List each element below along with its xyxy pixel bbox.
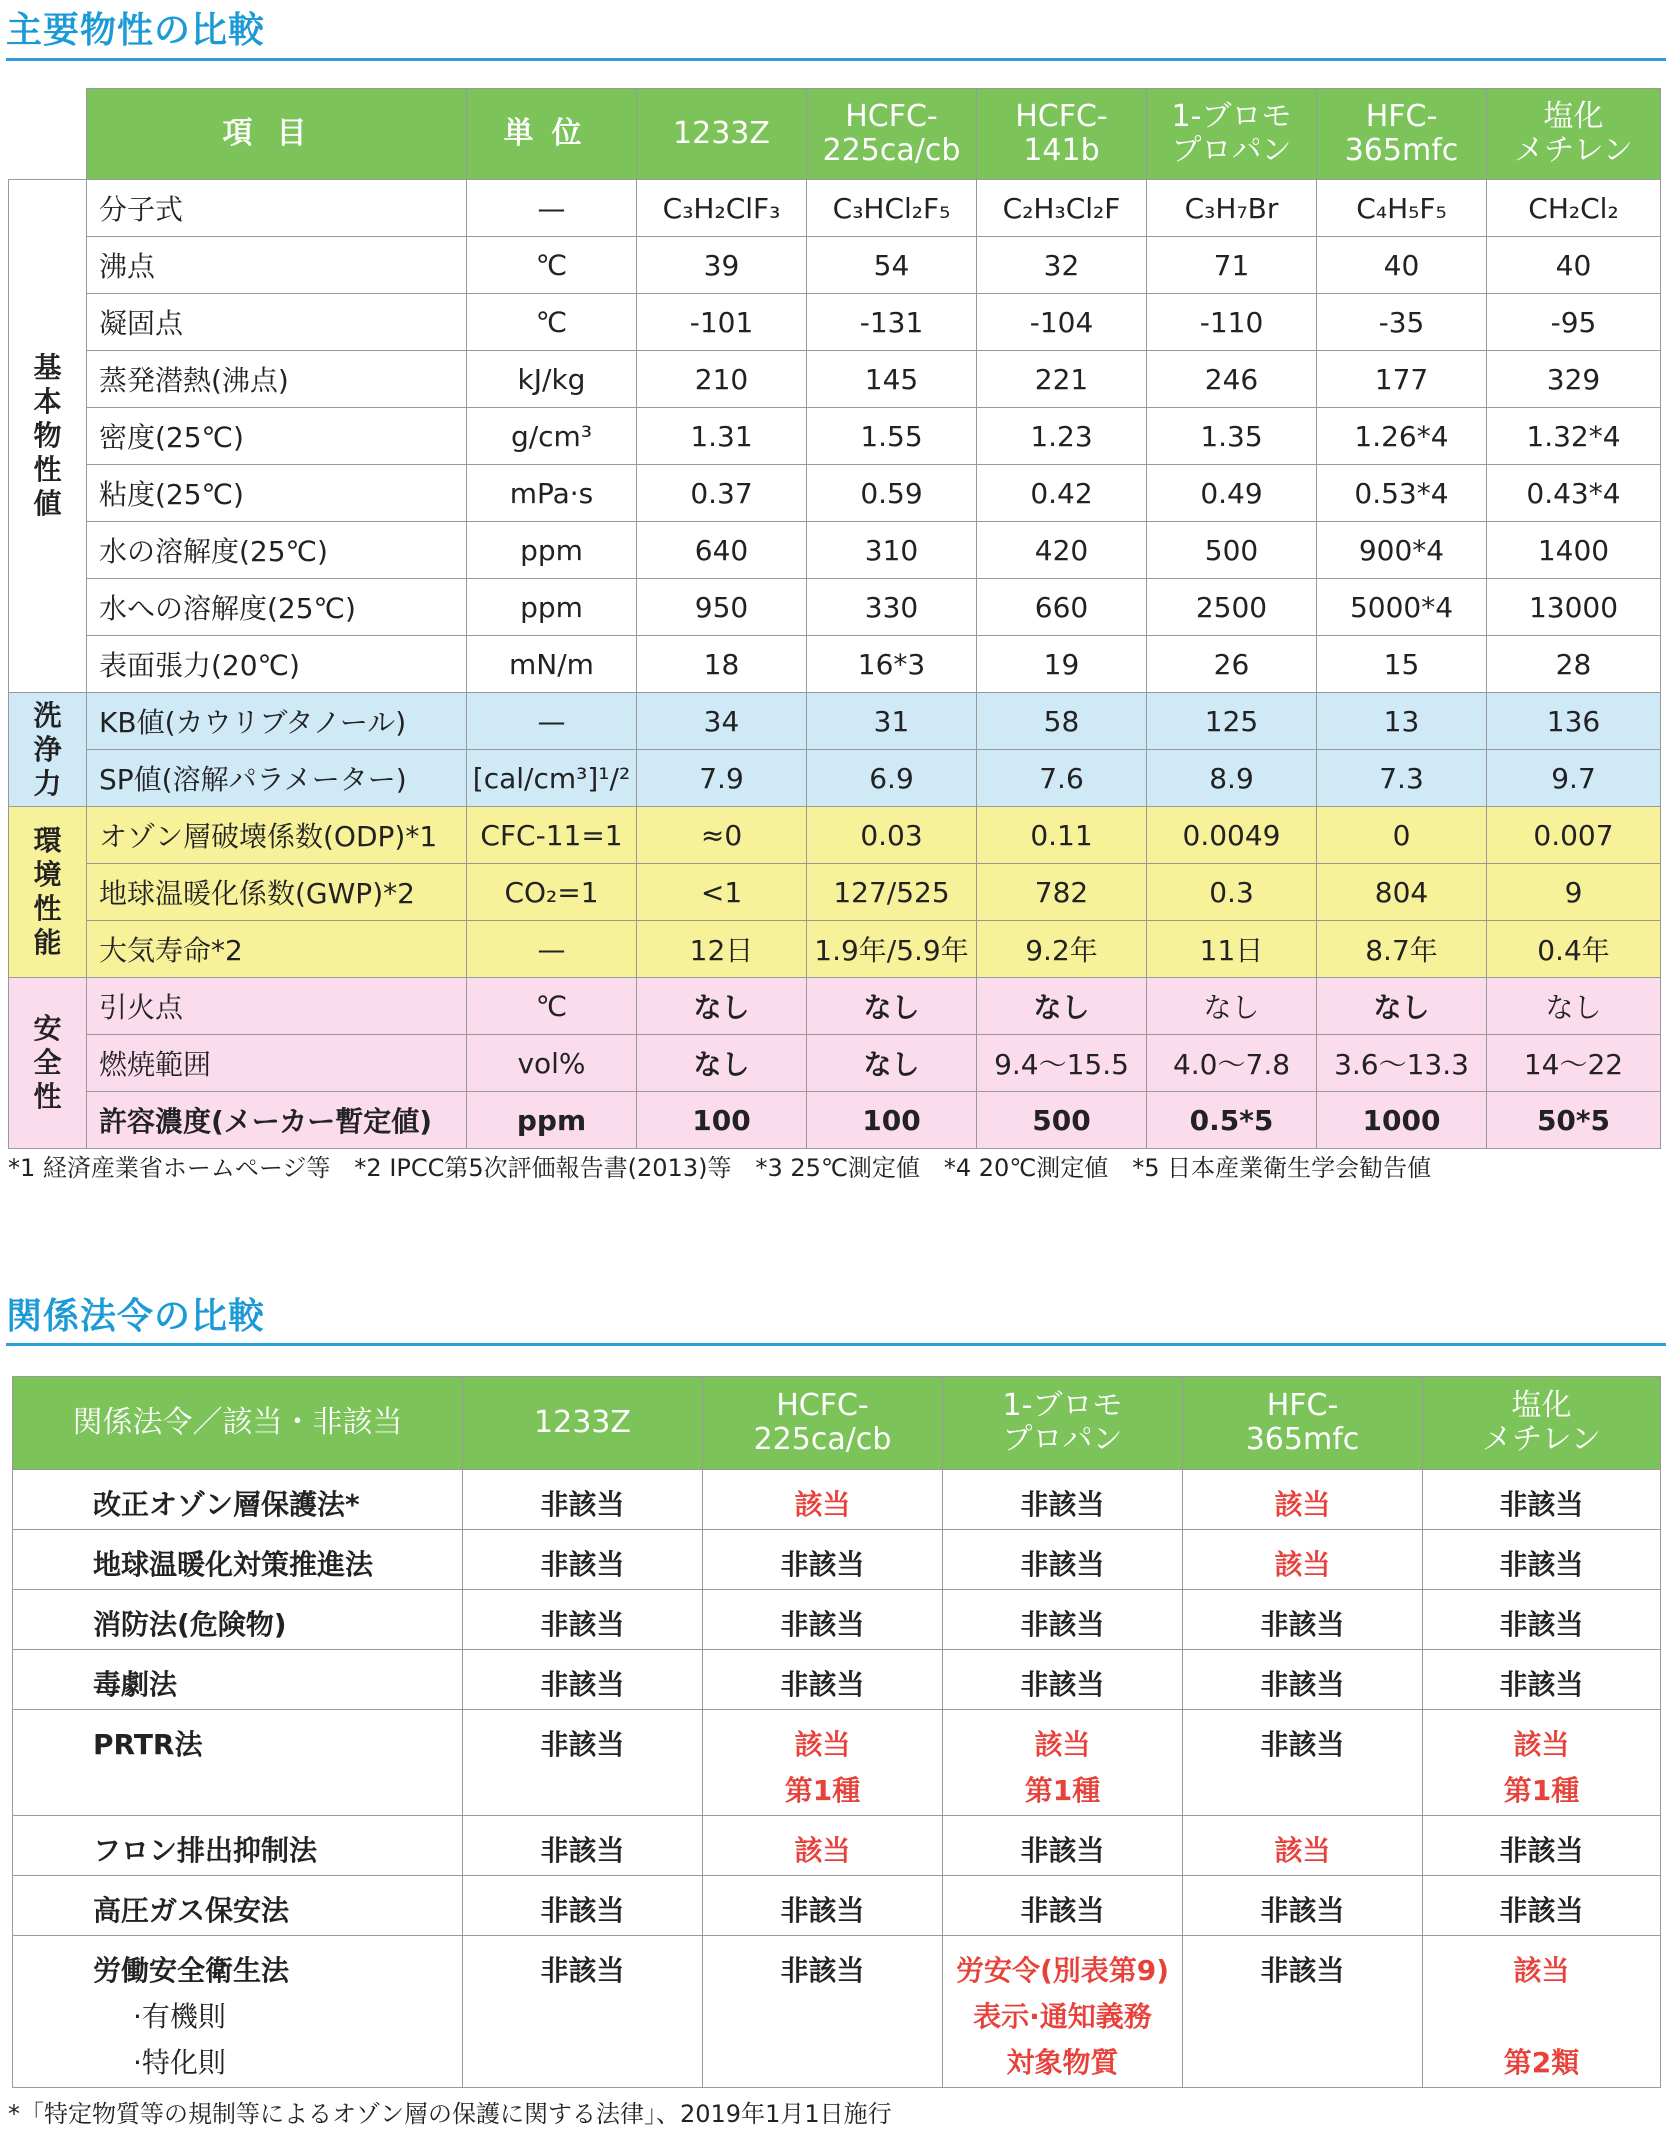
law-label: 労働安全衛生法 xyxy=(93,1954,290,1987)
property-value: 330 xyxy=(807,579,977,636)
category-basic: 基本物性値 xyxy=(9,180,87,693)
law-status: 非該当 xyxy=(943,1650,1183,1710)
laws-header-col: 1233Z xyxy=(463,1377,703,1470)
property-name: オゾン層破壊係数(ODP)*1 xyxy=(87,807,467,864)
law-name xyxy=(13,1530,463,1590)
property-value: 125 xyxy=(1147,693,1317,750)
category-clean: 洗浄力 xyxy=(9,693,87,807)
property-unit: mPa·s xyxy=(467,465,637,522)
property-value: 18 xyxy=(637,636,807,693)
property-value: 19 xyxy=(977,636,1147,693)
property-value: 221 xyxy=(977,351,1147,408)
laws-header-col: 1-ブロモ プロパン xyxy=(943,1377,1183,1470)
property-value: 16*3 xyxy=(807,636,977,693)
property-unit: [cal/cm³]¹/² xyxy=(467,750,637,807)
property-value: -110 xyxy=(1147,294,1317,351)
law-status: 非該当 xyxy=(1183,1936,1423,2088)
property-unit: — xyxy=(467,693,637,750)
law-status: 非該当 xyxy=(463,1816,703,1876)
property-value: 1.32*4 xyxy=(1487,408,1661,465)
property-name: 凝固点 xyxy=(87,294,467,351)
law-name xyxy=(13,1590,463,1650)
property-value: 1.9年/5.9年 xyxy=(807,921,977,978)
property-value: 0 xyxy=(1317,807,1487,864)
property-value: 11日 xyxy=(1147,921,1317,978)
property-value: なし xyxy=(807,978,977,1035)
property-name: 粘度(25℃) xyxy=(87,465,467,522)
property-name: 密度(25℃) xyxy=(87,408,467,465)
law-status: 非該当 xyxy=(1183,1876,1423,1936)
property-value: 40 xyxy=(1487,237,1661,294)
property-row-sol_of_water xyxy=(9,522,1661,579)
property-value: 1400 xyxy=(1487,522,1661,579)
header-unit: 単位 xyxy=(467,89,637,180)
property-name: 沸点 xyxy=(87,237,467,294)
property-value: 660 xyxy=(977,579,1147,636)
property-value: 0.4年 xyxy=(1487,921,1661,978)
property-value: 0.03 xyxy=(807,807,977,864)
property-unit: kJ/kg xyxy=(467,351,637,408)
property-value: 54 xyxy=(807,237,977,294)
property-value: 310 xyxy=(807,522,977,579)
property-row-sol_in_water xyxy=(9,579,1661,636)
property-value: -95 xyxy=(1487,294,1661,351)
property-value: 1.26*4 xyxy=(1317,408,1487,465)
header-col: 塩化 メチレン xyxy=(1487,89,1661,180)
property-value: 7.9 xyxy=(637,750,807,807)
property-value: なし xyxy=(977,978,1147,1035)
law-status: 労安令(別表第9) 表示·通知義務 対象物質 xyxy=(943,1936,1183,2088)
footnote-properties: *1 経済産業省ホームページ等 *2 IPCC第5次評価報告書(2013)等 *3 25℃測定値 *4 20℃測定値 *5 日本産業衛生学会勧告値 xyxy=(8,1154,1432,1182)
law-row xyxy=(13,1816,1661,1876)
property-value: 0.37 xyxy=(637,465,807,522)
law-status: 非該当 xyxy=(1423,1590,1661,1650)
law-name xyxy=(13,1876,463,1936)
property-value: 7.3 xyxy=(1317,750,1487,807)
property-value: 14〜22 xyxy=(1487,1035,1661,1092)
property-row-density xyxy=(9,408,1661,465)
property-value: なし xyxy=(807,1035,977,1092)
property-row-heat xyxy=(9,351,1661,408)
property-value: 804 xyxy=(1317,864,1487,921)
property-value: -101 xyxy=(637,294,807,351)
law-row xyxy=(13,1590,1661,1650)
law-status: 非該当 xyxy=(943,1876,1183,1936)
property-value: 9 xyxy=(1487,864,1661,921)
property-value: なし xyxy=(637,978,807,1035)
property-name: 大気寿命*2 xyxy=(87,921,467,978)
property-value: 100 xyxy=(637,1092,807,1149)
law-label: 毒劇法 xyxy=(93,1668,178,1701)
property-value: 7.6 xyxy=(977,750,1147,807)
laws-header-row xyxy=(13,1377,1661,1470)
law-label: PRTR法 xyxy=(93,1728,203,1761)
property-value: 782 xyxy=(977,864,1147,921)
property-value: 3.6〜13.3 xyxy=(1317,1035,1487,1092)
section2-rule xyxy=(6,1343,1666,1346)
property-value: 9.7 xyxy=(1487,750,1661,807)
header-col: HFC- 365mfc xyxy=(1317,89,1487,180)
law-status: 非該当 xyxy=(1183,1710,1423,1816)
law-sub-item: ·特化則 xyxy=(133,2046,226,2079)
property-value: 8.7年 xyxy=(1317,921,1487,978)
property-row-formula xyxy=(9,180,1661,237)
property-value: C₃H₇Br xyxy=(1147,180,1317,237)
law-status: 非該当 xyxy=(1423,1650,1661,1710)
law-status: 該当 xyxy=(1183,1816,1423,1876)
header-col: 1-ブロモ プロパン xyxy=(1147,89,1317,180)
law-name xyxy=(13,1936,463,2088)
footnote-laws: *「特定物質等の規制等によるオゾン層の保護に関する法律」、2019年1月1日施行 xyxy=(8,2100,892,2128)
law-status: 非該当 xyxy=(943,1530,1183,1590)
law-name xyxy=(13,1650,463,1710)
header-col: HCFC- 225ca/cb xyxy=(807,89,977,180)
law-status: 該当 xyxy=(1183,1470,1423,1530)
law-name xyxy=(13,1816,463,1876)
property-value: 2500 xyxy=(1147,579,1317,636)
law-row xyxy=(13,1710,1661,1816)
property-value: 9.4〜15.5 xyxy=(977,1035,1147,1092)
header-corner xyxy=(9,89,87,180)
property-unit: ℃ xyxy=(467,237,637,294)
property-value: C₂H₃Cl₂F xyxy=(977,180,1147,237)
header-col: 1233Z xyxy=(637,89,807,180)
law-status: 非該当 xyxy=(463,1590,703,1650)
laws-table xyxy=(12,1376,1661,2088)
law-status: 該当 xyxy=(703,1470,943,1530)
property-value: 0.007 xyxy=(1487,807,1661,864)
property-row-sp xyxy=(9,750,1661,807)
property-name: SP値(溶解パラメーター) xyxy=(87,750,467,807)
property-value: 246 xyxy=(1147,351,1317,408)
law-row xyxy=(13,1936,1661,2088)
property-row-range xyxy=(9,1035,1661,1092)
law-status: 非該当 xyxy=(463,1650,703,1710)
property-value: 177 xyxy=(1317,351,1487,408)
property-value: 71 xyxy=(1147,237,1317,294)
property-value: なし xyxy=(1317,978,1487,1035)
property-name: 表面張力(20℃) xyxy=(87,636,467,693)
properties-header-row xyxy=(9,89,1661,180)
property-row-gwp xyxy=(9,864,1661,921)
property-value: 0.5*5 xyxy=(1147,1092,1317,1149)
property-value: -35 xyxy=(1317,294,1487,351)
property-value: 900*4 xyxy=(1317,522,1487,579)
section2-title: 関係法令の比較 xyxy=(6,1296,266,1337)
property-value: 31 xyxy=(807,693,977,750)
property-value: 1.23 xyxy=(977,408,1147,465)
property-unit: ℃ xyxy=(467,978,637,1035)
property-value: 8.9 xyxy=(1147,750,1317,807)
property-unit: — xyxy=(467,921,637,978)
property-unit: vol% xyxy=(467,1035,637,1092)
property-unit: g/cm³ xyxy=(467,408,637,465)
property-unit: ppm xyxy=(467,579,637,636)
property-unit: CO₂=1 xyxy=(467,864,637,921)
property-name: 水への溶解度(25℃) xyxy=(87,579,467,636)
property-name: 地球温暖化係数(GWP)*2 xyxy=(87,864,467,921)
property-value: 145 xyxy=(807,351,977,408)
property-value: 0.43*4 xyxy=(1487,465,1661,522)
law-label: 改正オゾン層保護法* xyxy=(93,1488,360,1521)
law-status: 該当 第1種 xyxy=(703,1710,943,1816)
law-status: 非該当 xyxy=(1423,1876,1661,1936)
property-value: 640 xyxy=(637,522,807,579)
property-row-bp xyxy=(9,237,1661,294)
law-status: 該当 xyxy=(703,1816,943,1876)
property-value: 13 xyxy=(1317,693,1487,750)
property-row-limit xyxy=(9,1092,1661,1149)
law-row xyxy=(13,1530,1661,1590)
law-status: 非該当 xyxy=(463,1530,703,1590)
properties-table xyxy=(8,88,1661,1149)
property-unit: ppm xyxy=(467,522,637,579)
property-unit: ℃ xyxy=(467,294,637,351)
section1-rule xyxy=(6,58,1666,61)
property-value: 0.49 xyxy=(1147,465,1317,522)
law-name xyxy=(13,1710,463,1816)
property-value: なし xyxy=(1147,978,1317,1035)
property-name: 蒸発潜熱(沸点) xyxy=(87,351,467,408)
property-name: 水の溶解度(25℃) xyxy=(87,522,467,579)
property-value: 329 xyxy=(1487,351,1661,408)
laws-header-law: 関係法令／該当・非該当 xyxy=(13,1377,463,1470)
law-status: 非該当 xyxy=(943,1470,1183,1530)
property-value: 1.55 xyxy=(807,408,977,465)
property-value: 34 xyxy=(637,693,807,750)
property-value: 12日 xyxy=(637,921,807,978)
property-value: 0.3 xyxy=(1147,864,1317,921)
section1-title: 主要物性の比較 xyxy=(6,10,266,51)
property-value: 15 xyxy=(1317,636,1487,693)
property-unit: — xyxy=(467,180,637,237)
property-name: 分子式 xyxy=(87,180,467,237)
property-value: CH₂Cl₂ xyxy=(1487,180,1661,237)
law-status: 非該当 xyxy=(1183,1590,1423,1650)
property-value: 1.31 xyxy=(637,408,807,465)
property-row-life xyxy=(9,921,1661,978)
property-value: 0.53*4 xyxy=(1317,465,1487,522)
law-status: 非該当 xyxy=(943,1590,1183,1650)
property-value: 4.0〜7.8 xyxy=(1147,1035,1317,1092)
property-row-fp xyxy=(9,294,1661,351)
property-value: 100 xyxy=(807,1092,977,1149)
law-status: 該当 xyxy=(1183,1530,1423,1590)
property-value: なし xyxy=(637,1035,807,1092)
law-status: 非該当 xyxy=(703,1590,943,1650)
property-value: 500 xyxy=(977,1092,1147,1149)
law-status: 非該当 xyxy=(703,1650,943,1710)
property-value: 0.11 xyxy=(977,807,1147,864)
property-value: ≈0 xyxy=(637,807,807,864)
property-value: 0.42 xyxy=(977,465,1147,522)
property-value: 40 xyxy=(1317,237,1487,294)
header-col: HCFC- 141b xyxy=(977,89,1147,180)
property-row-tension xyxy=(9,636,1661,693)
property-value: 500 xyxy=(1147,522,1317,579)
property-value: 0.59 xyxy=(807,465,977,522)
laws-header-col: 塩化 メチレン xyxy=(1423,1377,1661,1470)
property-value: -131 xyxy=(807,294,977,351)
property-row-viscosity xyxy=(9,465,1661,522)
law-status: 非該当 xyxy=(943,1816,1183,1876)
property-value: 26 xyxy=(1147,636,1317,693)
law-status: 非該当 xyxy=(1423,1816,1661,1876)
law-label: 地球温暖化対策推進法 xyxy=(93,1548,374,1581)
property-value: なし xyxy=(1487,978,1661,1035)
property-value: 50*5 xyxy=(1487,1092,1661,1149)
property-value: -104 xyxy=(977,294,1147,351)
property-row-odp xyxy=(9,807,1661,864)
property-name: 引火点 xyxy=(87,978,467,1035)
property-value: C₃HCl₂F₅ xyxy=(807,180,977,237)
law-label: 消防法(危険物) xyxy=(93,1608,287,1641)
property-value: 32 xyxy=(977,237,1147,294)
category-safe: 安全性 xyxy=(9,978,87,1149)
law-status: 非該当 xyxy=(463,1936,703,2088)
law-status: 非該当 xyxy=(703,1876,943,1936)
law-status: 非該当 xyxy=(463,1876,703,1936)
law-status: 非該当 xyxy=(463,1470,703,1530)
property-value: 0.0049 xyxy=(1147,807,1317,864)
property-value: 39 xyxy=(637,237,807,294)
property-name: 燃焼範囲 xyxy=(87,1035,467,1092)
laws-header-col: HCFC- 225ca/cb xyxy=(703,1377,943,1470)
property-unit: CFC-11=1 xyxy=(467,807,637,864)
header-item: 項目 xyxy=(87,89,467,180)
law-row xyxy=(13,1650,1661,1710)
property-value: <1 xyxy=(637,864,807,921)
property-name: 許容濃度(メーカー暫定値) xyxy=(87,1092,467,1149)
law-status: 非該当 xyxy=(1423,1530,1661,1590)
law-status: 非該当 xyxy=(1423,1470,1661,1530)
property-value: 6.9 xyxy=(807,750,977,807)
property-value: 28 xyxy=(1487,636,1661,693)
law-row xyxy=(13,1470,1661,1530)
property-value: 1000 xyxy=(1317,1092,1487,1149)
law-label: 高圧ガス保安法 xyxy=(93,1894,290,1927)
property-value: 950 xyxy=(637,579,807,636)
property-name: KB値(カウリブタノール) xyxy=(87,693,467,750)
property-value: 127/525 xyxy=(807,864,977,921)
law-name xyxy=(13,1470,463,1530)
laws-header-col: HFC- 365mfc xyxy=(1183,1377,1423,1470)
property-row-kb xyxy=(9,693,1661,750)
property-unit: ppm xyxy=(467,1092,637,1149)
law-status: 非該当 xyxy=(703,1936,943,2088)
law-status: 該当 第1種 xyxy=(943,1710,1183,1816)
law-row xyxy=(13,1876,1661,1936)
property-value: 136 xyxy=(1487,693,1661,750)
law-status: 非該当 xyxy=(463,1710,703,1816)
property-value: 420 xyxy=(977,522,1147,579)
property-unit: mN/m xyxy=(467,636,637,693)
property-value: 58 xyxy=(977,693,1147,750)
category-env: 環境性能 xyxy=(9,807,87,978)
property-value: 13000 xyxy=(1487,579,1661,636)
property-row-flash xyxy=(9,978,1661,1035)
law-status: 該当 第2類 xyxy=(1423,1936,1661,2088)
law-sub-item: ·有機則 xyxy=(133,2000,226,2033)
property-value: 210 xyxy=(637,351,807,408)
property-value: C₄H₅F₅ xyxy=(1317,180,1487,237)
property-value: 9.2年 xyxy=(977,921,1147,978)
law-status: 非該当 xyxy=(1183,1650,1423,1710)
property-value: C₃H₂ClF₃ xyxy=(637,180,807,237)
law-status: 該当 第1種 xyxy=(1423,1710,1661,1816)
law-label: フロン排出抑制法 xyxy=(93,1834,318,1867)
property-value: 1.35 xyxy=(1147,408,1317,465)
law-status: 非該当 xyxy=(703,1530,943,1590)
property-value: 5000*4 xyxy=(1317,579,1487,636)
